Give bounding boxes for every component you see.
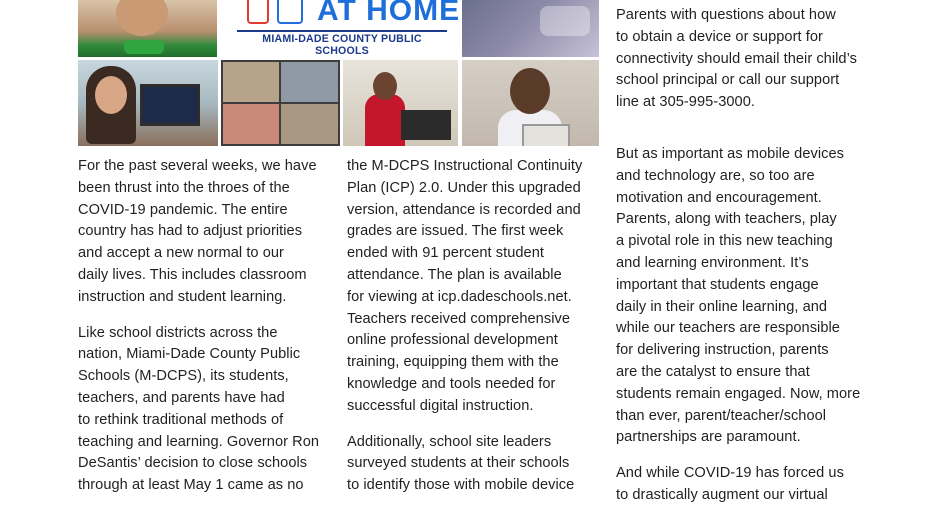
video-tile-2 <box>281 62 338 102</box>
laptop-shape <box>401 110 451 140</box>
teacher-head-shape <box>373 72 397 100</box>
paragraph: the M-DCPS Instructional Continuity Plan (ICP) 2.0. Under this upgraded version, attendance is recorded and grades are issued. The first week ended with 91 percent student attendance. The plan is available for viewing at icp.dadeschools.net. Teachers received comprehensive online professional development training, equipping them with the knowledge and tools needed for successful digital instruction. <box>347 158 583 414</box>
paragraph: But as important as mobile devices and technology are, so too are motivation and encouragement. Parents, along with teachers, play a pivotal role in this new teaching and learning environment. It’s important that students engage daily in their online learning, and while our teachers are responsible for delivering instruction, parents are the catalyst to ensure that students remain engaged. Now, more than ever, parent/teacher/school partnerships are paramount. <box>616 145 861 446</box>
paragraph: Parents with questions about how to obtain a device or support for connectivity should email their child’s school principal or call our support line at 305-995-3000. <box>616 7 857 111</box>
photo-girl-laptop <box>78 60 218 146</box>
photo-boy-green-bowtie <box>78 0 217 57</box>
tablet-shape <box>522 124 570 146</box>
photo-teacher-laptop <box>343 60 458 146</box>
paragraph: Like school districts across the nation, Miami-Dade County Public Schools (M-DCPS), its students, teachers, and parents have had to rethink traditional methods of teaching and learning. Governor Ron DeSantis’ decision to close schools through at least May 1 came as no <box>78 324 320 494</box>
photo-girl-tablet <box>462 60 599 146</box>
article-column-1 <box>78 156 340 511</box>
article-column-2 <box>347 156 609 511</box>
girl-head-shape <box>510 68 550 114</box>
video-tile-1 <box>223 62 279 102</box>
face-shape <box>116 0 168 36</box>
paragraph: Additionally, school site leaders surveyed students at their schools to identify those with mobile device <box>347 433 575 494</box>
article-column-3 <box>616 5 916 521</box>
paragraph: For the past several weeks, we have been thrust into the throes of the COVID-19 pandemic. The entire country has had to adjust priorities and accept a new normal to our daily lives. This includes classroom instruction and student learning. <box>78 158 317 305</box>
bowtie-shape <box>124 40 164 54</box>
video-tile-4 <box>281 104 338 144</box>
banner-subtitle: MIAMI-DADE COUNTY PUBLIC SCHOOLS <box>262 33 422 57</box>
photo-video-conference <box>221 60 340 146</box>
banner-title: AT HOME <box>317 0 461 27</box>
chalk-text-shape <box>540 6 590 36</box>
microscope-icon <box>247 0 269 24</box>
laptop-icon <box>277 0 303 24</box>
video-tile-3 <box>223 104 279 144</box>
teacher-dress-shape <box>365 94 405 146</box>
paragraph: And while COVID-19 has forced us to drastically augment our virtual <box>616 465 844 503</box>
banner-divider <box>237 30 447 32</box>
banner-logo <box>237 0 461 30</box>
photo-girl-reading-chalkboard <box>462 0 599 57</box>
girl-face-shape <box>95 76 127 114</box>
laptop-screen-shape <box>140 84 200 126</box>
